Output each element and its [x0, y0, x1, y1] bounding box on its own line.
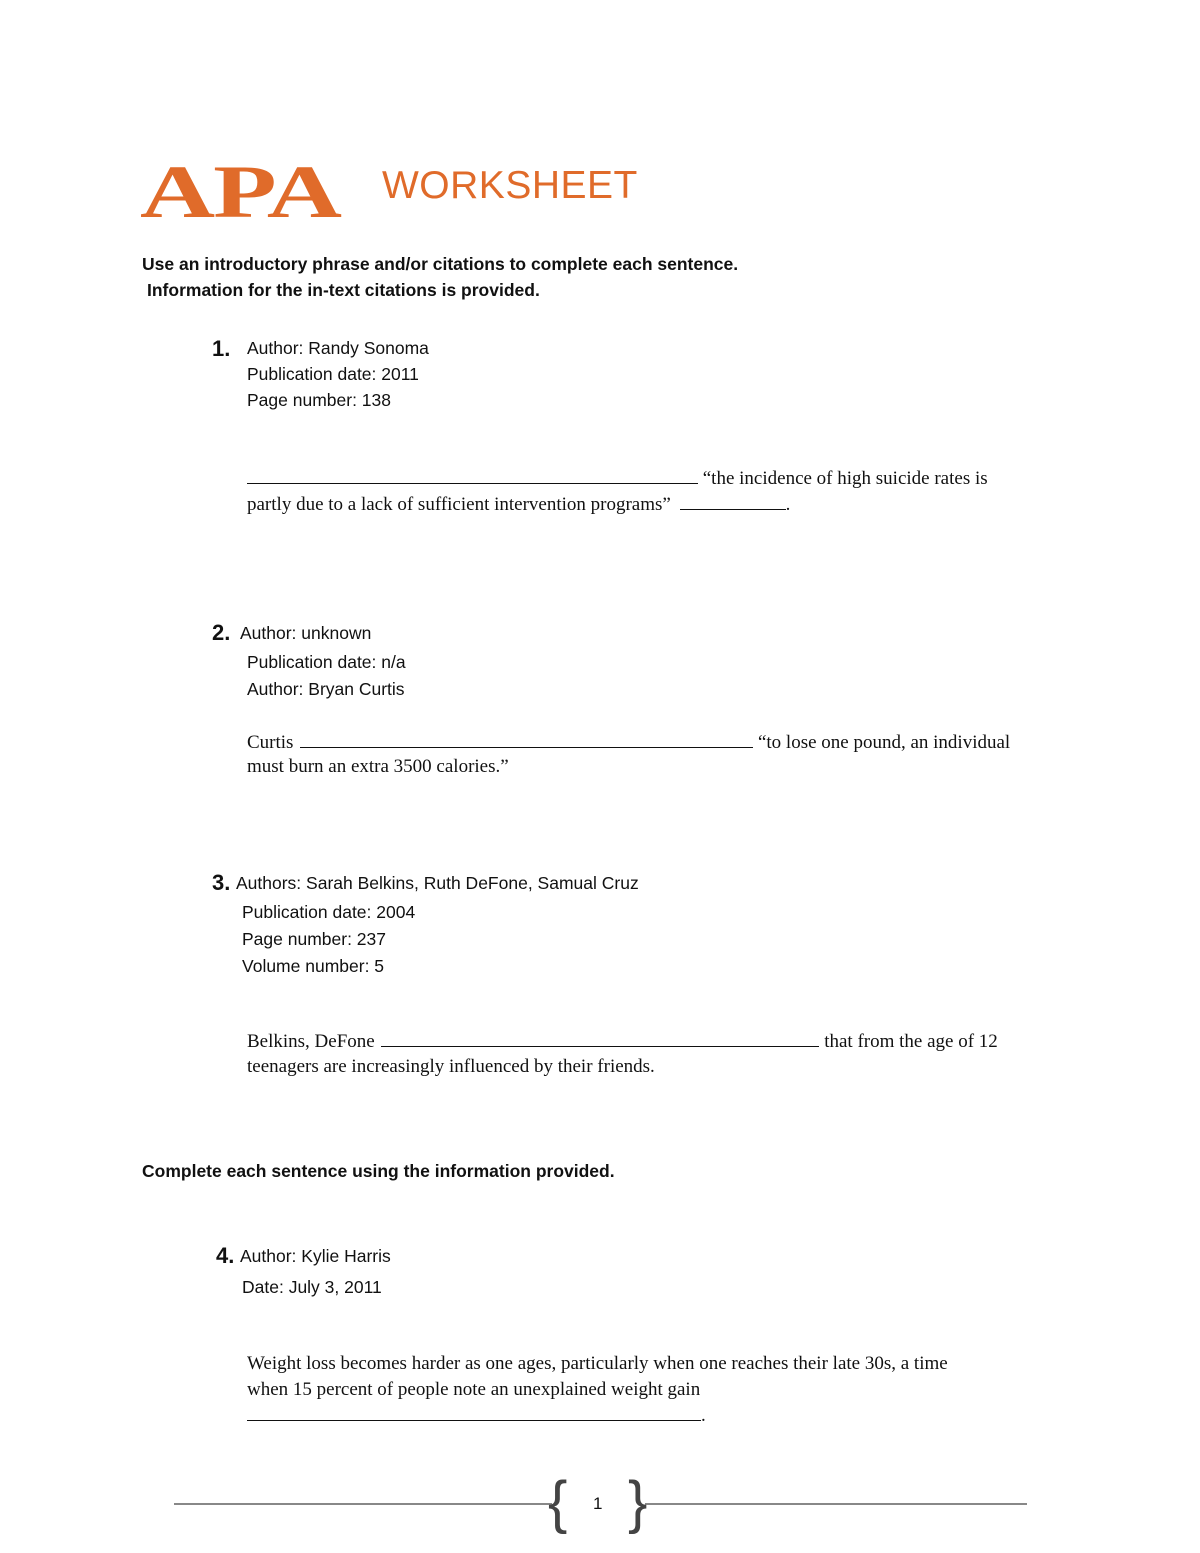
q2-sentence-line1: [247, 731, 1010, 754]
q2-blank-intro[interactable]: [300, 731, 753, 748]
footer-left-brace-icon: {: [548, 1470, 568, 1535]
q1-sentence-line1: [247, 467, 988, 490]
instructions-line1: Use an introductory phrase and/or citations to complete each sentence.: [142, 254, 739, 274]
q3-sentence-start: that from the age of 12: [824, 1031, 998, 1052]
logo-apa-text: APA: [140, 150, 341, 234]
q4-sentence-line2: when 15 percent of people note an unexplained weight gain: [247, 1379, 701, 1400]
q1-sentence-line2: partly due to a lack of sufficient intervention programs” .: [247, 494, 791, 515]
page-number: 1: [593, 1494, 603, 1513]
q3-sentence-line2: teenagers are increasingly influenced by their friends.: [247, 1056, 655, 1077]
logo-worksheet-text: WORKSHEET: [382, 164, 638, 207]
q3-authors: Authors: Sarah Belkins, Ruth DeFone, Samual Cruz: [236, 873, 639, 893]
q2-author2: Author: Bryan Curtis: [247, 679, 405, 699]
q2-author: Author: unknown: [240, 623, 372, 643]
q1-publication-date: Publication date: 2011: [247, 364, 419, 384]
q4-date: Date: July 3, 2011: [242, 1277, 382, 1297]
q4-sentence-line1: Weight loss becomes harder as one ages, particularly when one reaches their late 30s, a time: [247, 1353, 948, 1374]
q3-lead: Belkins, DeFone: [247, 1031, 375, 1052]
section-2-heading: Complete each sentence using the information provided.: [142, 1161, 615, 1181]
question-2-number: 2.: [212, 620, 231, 645]
q2-publication-date: Publication date: n/a: [247, 652, 406, 672]
q3-sentence-line1: [247, 1030, 998, 1053]
question-3-number: 3.: [212, 870, 231, 895]
q4-author: Author: Kylie Harris: [240, 1246, 391, 1266]
q3-volume-number: Volume number: 5: [242, 956, 385, 976]
footer-right-brace-icon: }: [628, 1470, 648, 1535]
q3-publication-date: Publication date: 2004: [242, 902, 416, 922]
instructions-line2: Information for the in-text citations is provided.: [147, 280, 540, 300]
q4-blank-citation[interactable]: [247, 1404, 701, 1421]
q2-sentence-line2: must burn an extra 3500 calories.”: [247, 756, 509, 777]
q1-blank-citation[interactable]: [680, 493, 786, 510]
q3-blank-intro[interactable]: [381, 1030, 819, 1047]
q1-blank-intro[interactable]: [247, 467, 698, 484]
footer-rule-right: [645, 1503, 1027, 1505]
q2-quote-start: “to lose one pound, an individual: [757, 732, 1011, 753]
q3-page-number: Page number: 237: [242, 929, 386, 949]
question-1-number: 1.: [212, 336, 231, 361]
apa-logo: [140, 126, 341, 234]
q1-quote-end: partly due to a lack of sufficient intervention programs”: [247, 494, 671, 515]
q1-page-number: Page number: 138: [247, 390, 391, 410]
q1-quote-start: “the incidence of high suicide rates is: [702, 468, 988, 489]
footer-rule-left: [174, 1503, 552, 1505]
q2-lead: Curtis: [247, 732, 294, 753]
question-4-number: 4.: [216, 1243, 235, 1268]
q4-sentence-line3: .: [247, 1404, 706, 1427]
q1-author: Author: Randy Sonoma: [247, 338, 429, 358]
